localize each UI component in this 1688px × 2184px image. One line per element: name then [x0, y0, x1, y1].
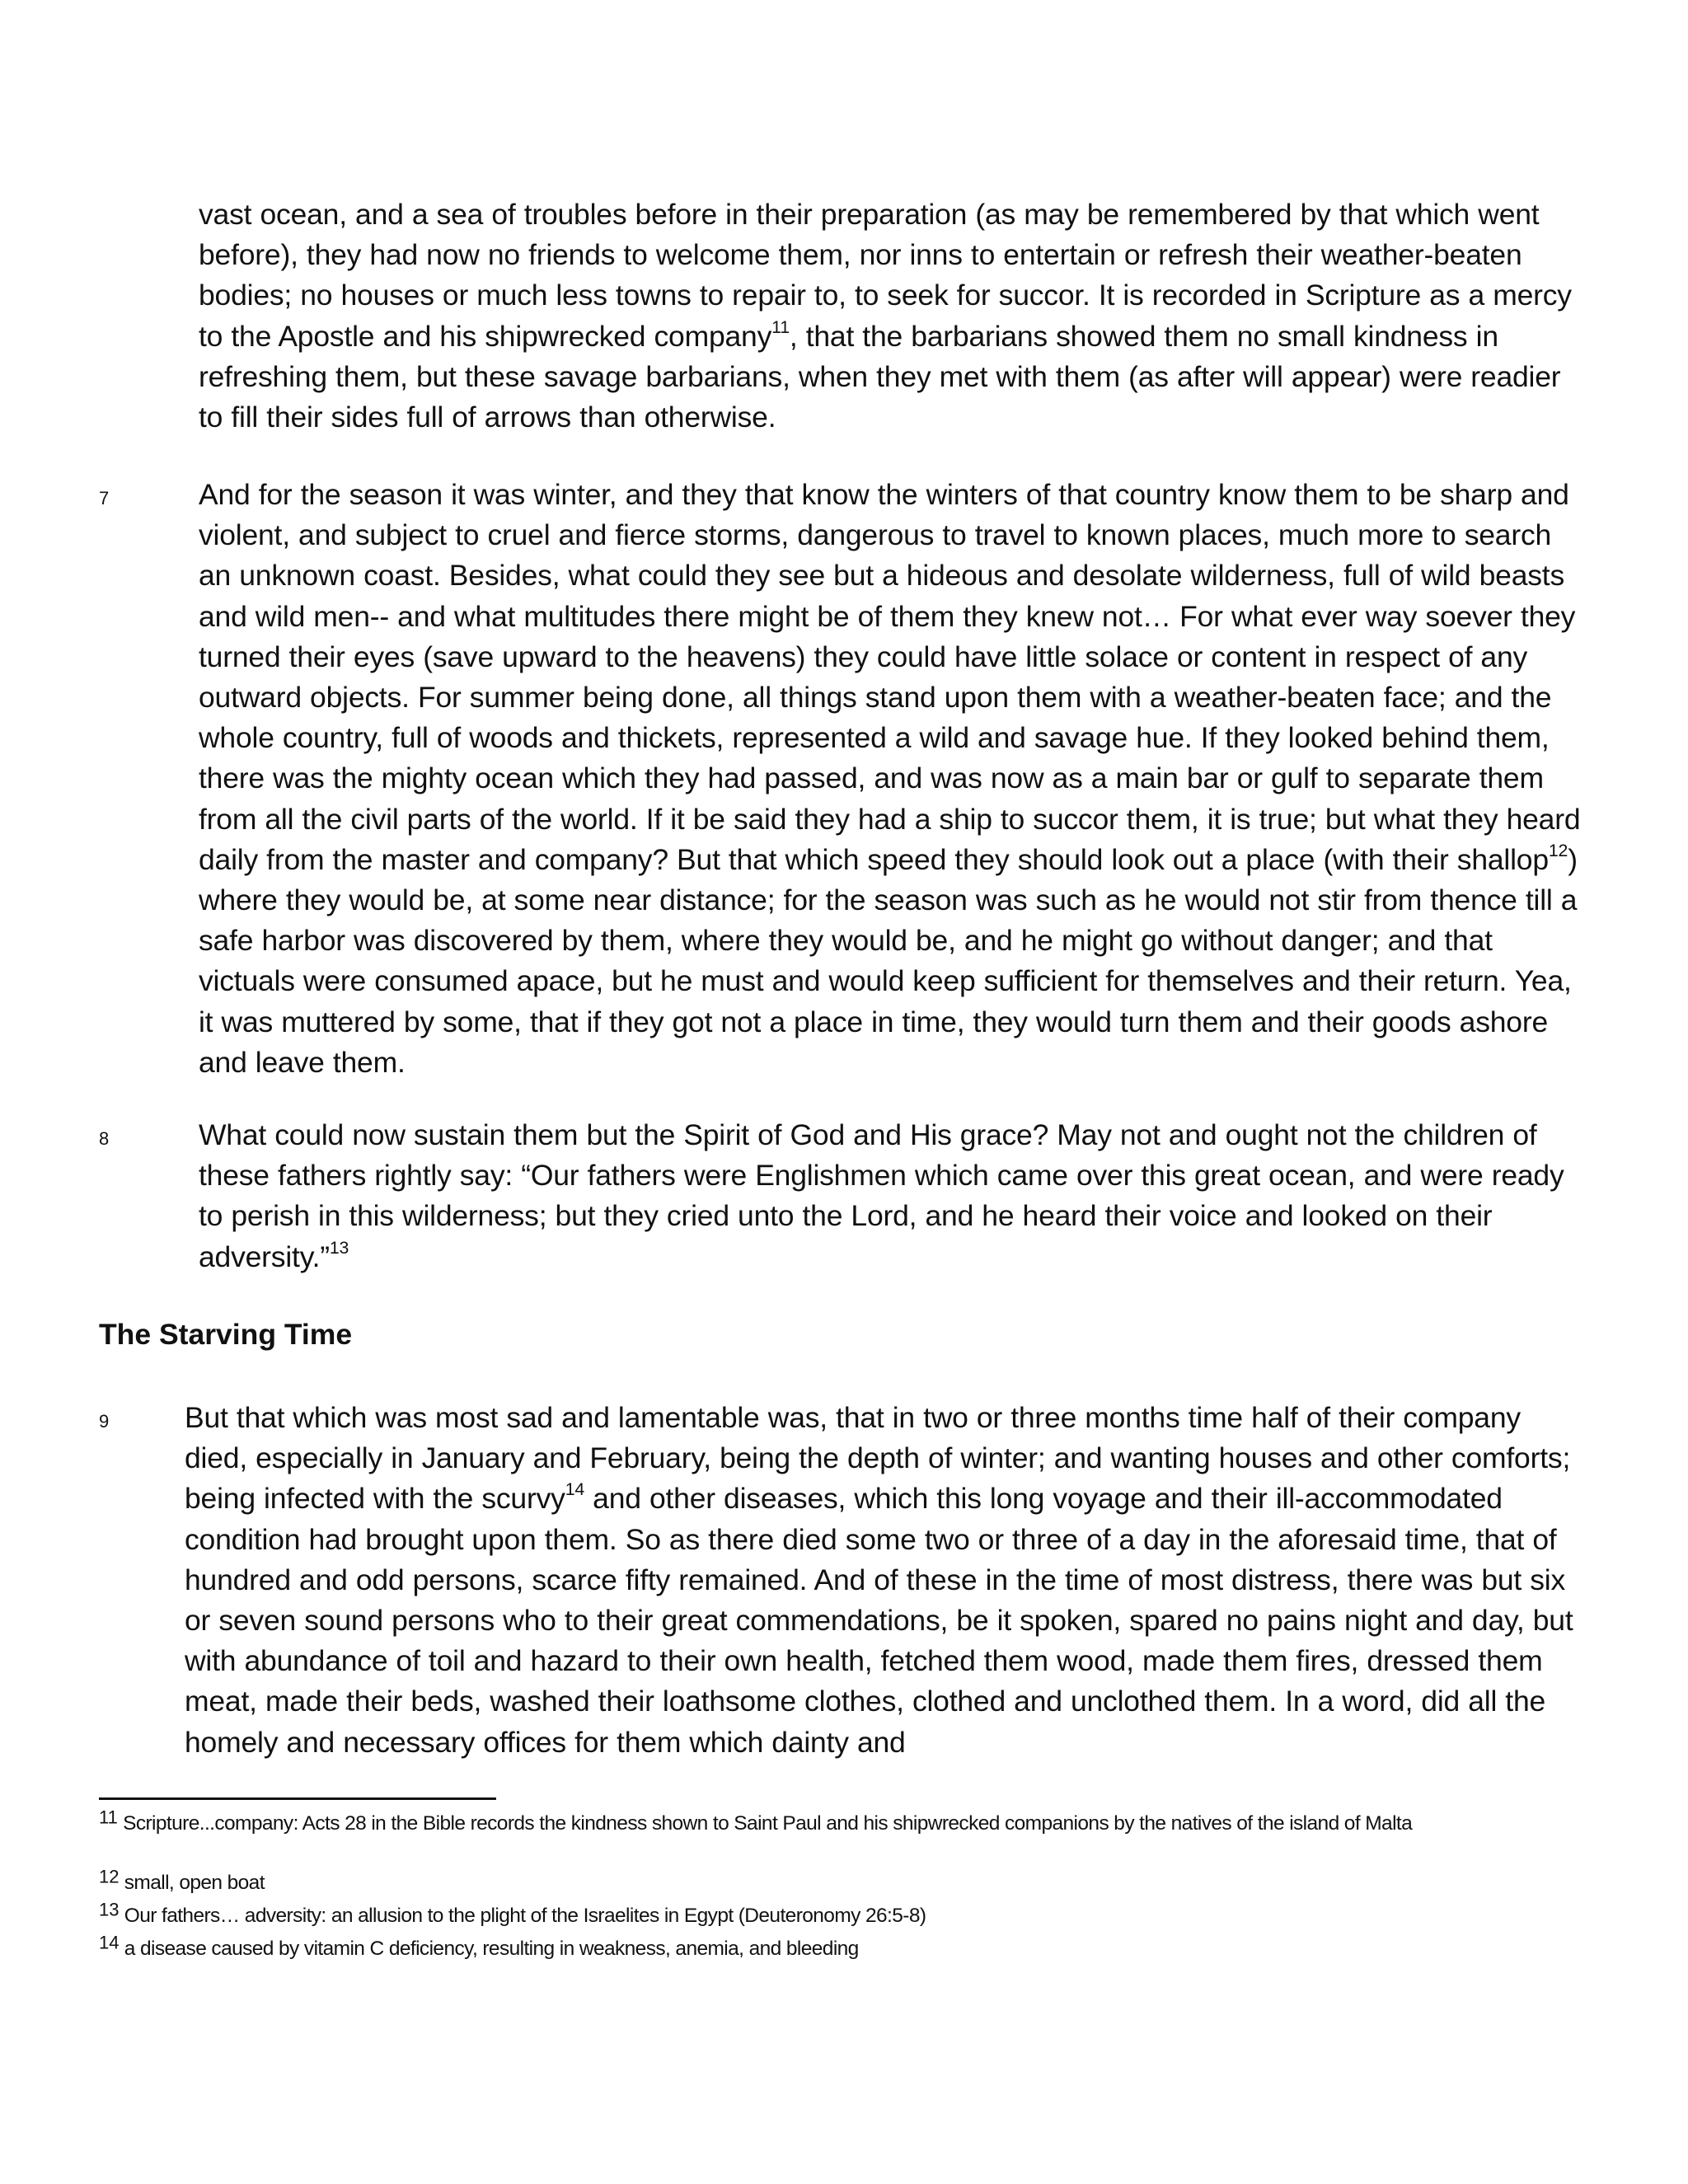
paragraph-7 — [199, 475, 1583, 1083]
footnote-text: Scripture...company: Acts 28 in the Bible records the kindness shown to Saint Paul and his shipwrecked companions by the natives of the island of Malta — [117, 1812, 1413, 1835]
footnote — [99, 1932, 1582, 1962]
paragraph-text: But that which was most sad and lamentable was, that in two or three months time half of their company died, especially in January and February, being the depth of winter; and wanting houses and other comforts; being infected with the scurvy — [185, 1401, 1571, 1516]
paragraph-text: ) where they would be, at some near distance; for the season was such as he would not stir from thence till a safe harbor was discovered by them, where they would be, and he might go without danger; and that victuals were consumed apace, but he must and would keep sufficient for themselves and their return. Yea, it was muttered by some, that if they got not a place in time, they would turn them and their goods ashore and leave them. — [199, 842, 1578, 1079]
paragraph-text: and other diseases, which this long voyage and their ill-accommodated condition had brought upon them. So as there died some two or three of a day in the aforesaid time, that of hundred and odd persons, scarce fifty remained. And of these in the time of most distress, there was but six or seven sound persons who to their great commendations, be it spoken, spared no pains night and day, but with abundance of toil and hazard to their own health, fetched them wood, made them fires, dressed them meat, made their beds, washed their loathsome clothes, clothed and unclothed them. In a word, did all the homely and necessary offices for them which dainty and — [185, 1482, 1573, 1759]
footnote-text: Our fathers… adversity: an allusion to the plight of the Israelites in Egypt (Deuteronomy 26:5-8) — [119, 1905, 926, 1927]
section-heading: The Starving Time — [99, 1318, 353, 1351]
footnote-ref[interactable]: 14 — [565, 1479, 584, 1500]
paragraph-number: 7 — [99, 488, 110, 509]
footnote-number: 11 — [99, 1807, 118, 1828]
paragraph-text: , that the barbarians showed them no small kindness in refreshing them, but these savage barbarians, when they met with them (as after will appear) were readier to fill their sides full of arrows than otherwise. — [199, 319, 1561, 434]
footnote-ref[interactable]: 13 — [329, 1237, 349, 1258]
paragraph-9 — [185, 1398, 1583, 1763]
paragraph-number: 8 — [99, 1128, 110, 1149]
paragraph-text: vast ocean, and a sea of troubles before in their preparation (as may be remembered by that which went before), they had now no friends to welcome them, nor inns to entertain or refresh their weather-beaten bodies; no houses or much less towns to repair to, to seek for succor. It is recorded in Scripture as a mercy to the Apostle and his shipwrecked company — [199, 198, 1572, 353]
footnote — [99, 1807, 1582, 1837]
footnote — [99, 1866, 1582, 1896]
paragraph-continued — [199, 194, 1583, 438]
footnote-ref[interactable]: 12 — [1548, 840, 1568, 860]
paragraph-text: And for the season it was winter, and they that know the winters of that country know them to be sharp and violent, and subject to cruel and fierce storms, dangerous to travel to known places, much more to search an unknown coast. Besides, what could they see but a hideous and desolate wilderness, full of wild beasts and wild men-- and what multitudes there might be of them they knew not… For what ever way soever they turned their eyes (save upward to the heavens) they could have little solace or content in respect of any outward objects. For summer being done, all things stand upon them with a weather-beaten face; and the whole country, full of woods and thickets, represented a wild and savage hue. If they looked behind them, there was the mighty ocean which they had passed, and was now as a main bar or gulf to separate them from all the civil parts of the world. If it be said they had a ship to succor them, it is true; but what they heard daily from the master and company? But that which speed they should look out a place (with their shallop — [199, 478, 1581, 876]
footnote-number: 13 — [99, 1899, 120, 1920]
paragraph-text: What could now sustain them but the Spirit of God and His grace? May not and ought not the children of these fathers rightly say: “Our fathers were Englishmen which came over this great ocean, and were ready to perish in this wilderness; but they cried unto the Lord, and he heard their voice and looked on their adversity.” — [199, 1118, 1564, 1273]
paragraph-number: 9 — [99, 1411, 110, 1432]
footnote-text: small, open boat — [119, 1872, 265, 1894]
footnote — [99, 1899, 1582, 1929]
footnote-number: 12 — [99, 1866, 120, 1887]
footnote-ref[interactable]: 11 — [771, 316, 790, 337]
footnote-text: a disease caused by vitamin C deficiency, resulting in weakness, anemia, and bleeding — [119, 1938, 859, 1960]
paragraph-8 — [199, 1115, 1583, 1277]
footnote-number: 14 — [99, 1932, 120, 1953]
footnote-divider — [99, 1797, 496, 1800]
